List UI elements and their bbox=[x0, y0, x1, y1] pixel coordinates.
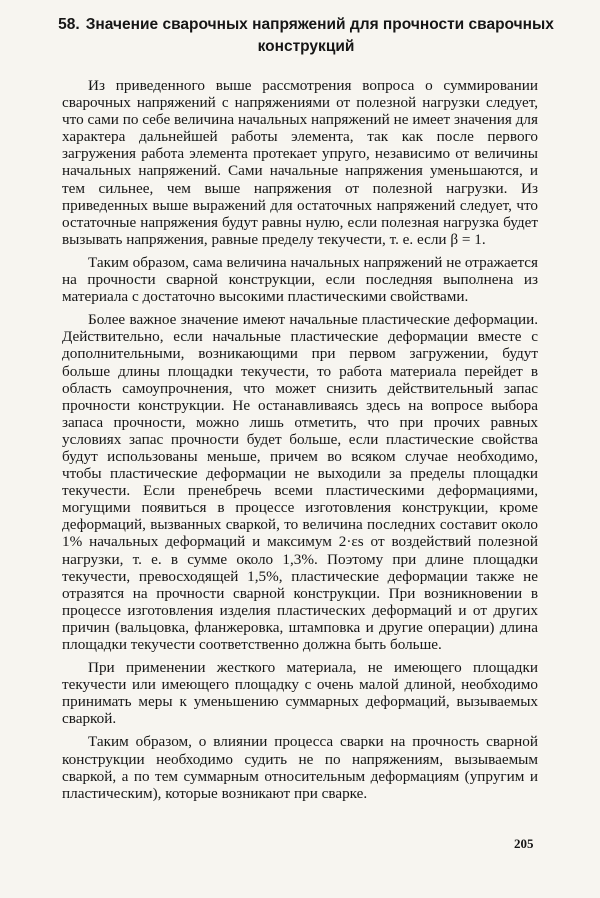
body-text bbox=[62, 77, 538, 808]
paragraph-2: Таким образом, сама величина начальных напряжений не отражается на прочности сварной конструкции, если последняя выполнена из материала с достаточно высокими пластическими свойствами. bbox=[62, 253, 538, 306]
page-number: 205 bbox=[514, 836, 534, 851]
paragraph-3: Более важное значение имеют начальные пластические деформации. Действительно, если начальные пластические деформации вместе с дополнительными, возникающими при первом загружении, будут больше длины площадки текучести, то работа материала перейдет в область самоупрочнения, что может снизить действительный запас прочности конструкции. Не останавливаясь здесь на вопросе выбора запаса прочности, можно лишь отметить, что при прочих равных условиях запас прочности будет больше, если пластические свойства будут использованы меньше, причем во всяком случае необходимо, чтобы пластические деформации не выходили за пределы площадки текучести. Если пренебречь всеми пластическими деформациями, могущими появиться в процессе изготовления конструкции, кроме деформаций, вызванных сваркой, то величина последних составит около 1% начальных деформаций и максимум 2·εs от воздействий полезной нагрузки, т. е. в сумме около 1,3%. Поэтому при длине площадки текучести, превосходящей 1,5%, пластические деформации также не отразятся на прочности сварной конструкции. При возникновении в процессе изготовления изделия пластических деформаций и от других причин (вальцовка, фланжеровка, штамповка и другие операции) длина площадки текучести соответственно должна быть больше. bbox=[62, 311, 538, 653]
paragraph-1: Из приведенного выше рассмотрения вопроса о суммировании сварочных напряжений с напряжениями от полезной нагрузки следует, что сами по себе величина начальных напряжений не имеет значения для характера дальнейшей работы элемента, так как после первого загружения работа элемента протекает упруго, независимо от величины начальных напряжений. Сами начальные напряжения уменьшаются, и тем сильнее, чем выше напряжения от полезной нагрузки. Из приведенных выше выражений для остаточных напряжений следует, что остаточные напряжения будут равны нулю, если полезная нагрузка будет вызывать напряжения, равные пределу текучести, т. е. если β = 1. bbox=[62, 77, 538, 248]
paragraph-5: Таким образом, о влиянии процесса сварки на прочность сварной конструкции необходимо судить не по напряжениям, вызываемым сваркой, а по тем суммарным относительным деформациям (упругим и пластическим), которые возникают при сварке. bbox=[62, 733, 538, 802]
section-heading bbox=[56, 14, 556, 58]
paragraph-4: При применении жесткого материала, не имеющего площадки текучести или имеющего площадку с очень малой длиной, необходимо принимать меры к уменьшению суммарных деформаций, вызываемых сваркой. bbox=[62, 659, 538, 728]
section-number: 58. bbox=[58, 16, 80, 33]
section-title: Значение сварочных напряжений для прочности сварочных конструкций bbox=[85, 16, 554, 55]
